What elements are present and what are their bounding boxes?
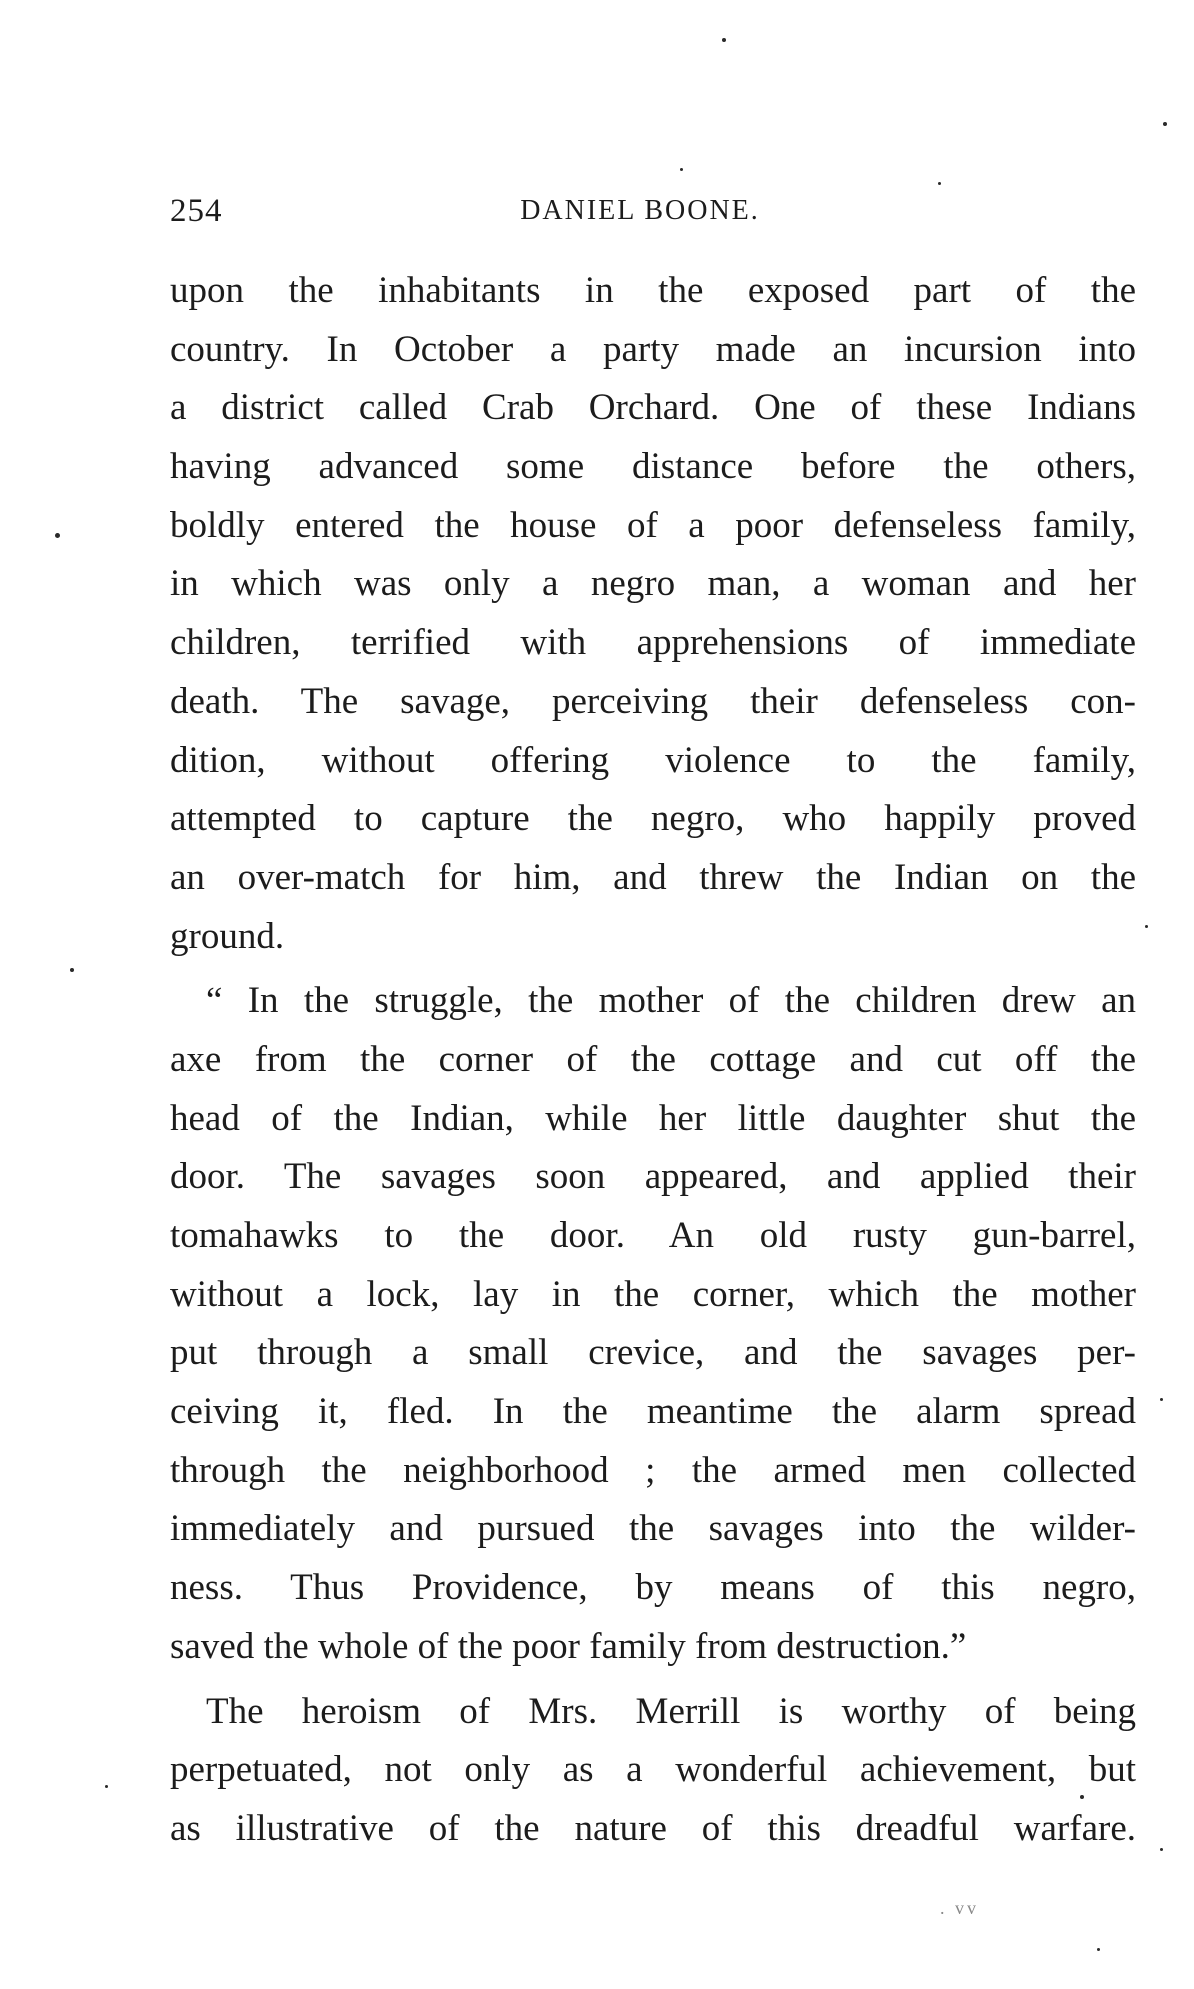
text-line: door. The savages soon appeared, and applied their bbox=[170, 1156, 1136, 1198]
text-line: tomahawks to the door. An old rusty gun-barrel, bbox=[170, 1215, 1136, 1256]
text-line: The heroism of Mrs. Merrill is worthy of being bbox=[206, 1690, 1136, 1732]
text-line: perpetuated, not only as a wonderful achievement, but bbox=[170, 1749, 1136, 1791]
text-line: saved the whole of the poor family from destruction.” bbox=[170, 1625, 967, 1667]
running-head bbox=[170, 186, 1140, 236]
scan-speck bbox=[1145, 925, 1148, 928]
paragraph bbox=[170, 972, 1136, 1676]
scan-speck bbox=[55, 533, 60, 538]
text-line: children, terrified with apprehensions of immediate bbox=[170, 622, 1136, 664]
text-line: dition, without offering violence to the family, bbox=[170, 739, 1136, 781]
text-line: without a lock, lay in the corner, which the mother bbox=[170, 1273, 1136, 1315]
text-line: head of the Indian, while her little daughter shut the bbox=[170, 1097, 1136, 1139]
page-number: 254 bbox=[170, 193, 223, 229]
text-line: as illustrative of the nature of this dreadful warfare. bbox=[170, 1807, 1136, 1849]
paragraph bbox=[170, 1683, 1136, 1859]
scan-speck bbox=[1097, 1948, 1100, 1951]
text-line: through the neighborhood ; the armed men collected bbox=[170, 1449, 1136, 1491]
scan-speck bbox=[1160, 1398, 1163, 1401]
paragraph bbox=[170, 262, 1136, 966]
text-line: in which was only a negro man, a woman and her bbox=[170, 563, 1136, 605]
scan-speck bbox=[1080, 1795, 1084, 1799]
scan-speck bbox=[70, 968, 74, 972]
text-line: upon the inhabitants in the exposed part of the bbox=[170, 270, 1136, 311]
scan-speck bbox=[938, 182, 941, 185]
text-line: an over-match for him, and threw the Indian on the bbox=[170, 856, 1136, 898]
body-text bbox=[170, 262, 1136, 1859]
text-line: put through a small crevice, and the savages per- bbox=[170, 1332, 1136, 1374]
text-line: attempted to capture the negro, who happily proved bbox=[170, 798, 1136, 840]
text-line: ground. bbox=[170, 915, 285, 957]
text-line: ceiving it, fled. In the meantime the alarm spread bbox=[170, 1391, 1136, 1433]
text-line: country. In October a party made an incursion into bbox=[170, 328, 1136, 370]
scan-speck bbox=[680, 168, 683, 171]
scan-speck bbox=[722, 38, 726, 42]
signature-mark: . ᴠᴠ bbox=[940, 1898, 979, 1918]
text-line: ness. Thus Providence, by means of this negro, bbox=[170, 1567, 1136, 1609]
text-line: having advanced some distance before the others, bbox=[170, 446, 1136, 488]
text-line: axe from the corner of the cottage and cut off the bbox=[170, 1038, 1136, 1080]
text-line: immediately and pursued the savages into the wilder- bbox=[170, 1508, 1136, 1550]
scan-speck bbox=[1160, 1848, 1163, 1851]
text-line: boldly entered the house of a poor defenseless family, bbox=[170, 504, 1136, 546]
scan-speck bbox=[1163, 122, 1167, 126]
running-title: DANIEL BOONE. bbox=[520, 195, 760, 226]
text-line: “ In the struggle, the mother of the children drew an bbox=[206, 980, 1136, 1022]
text-line: death. The savage, perceiving their defenseless con- bbox=[170, 680, 1136, 722]
text-line: a district called Crab Orchard. One of these Indians bbox=[170, 387, 1136, 429]
scan-speck bbox=[105, 1785, 108, 1788]
